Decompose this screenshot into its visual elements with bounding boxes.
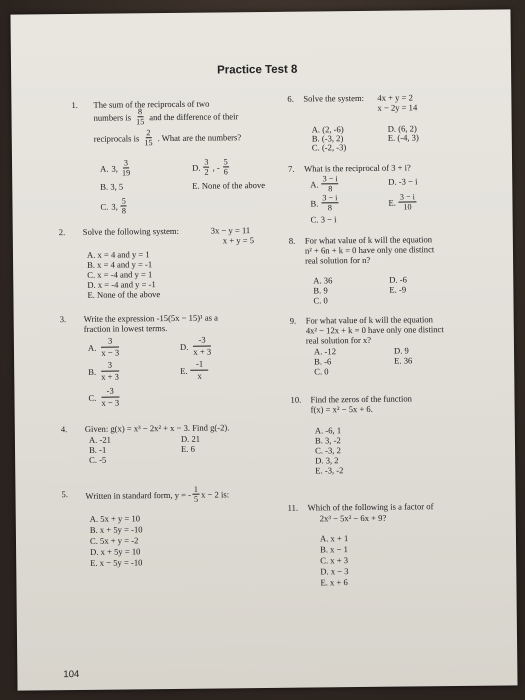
q4-option-d[interactable]: D. 21: [180, 433, 201, 444]
q10-number: 10.: [290, 394, 302, 405]
q10-option-e[interactable]: E. -3, -2: [315, 465, 344, 476]
q11-number: 11.: [287, 502, 299, 513]
option-fraction: [191, 335, 213, 358]
option-letter: C.: [88, 392, 97, 403]
q5-option-e[interactable]: E. x − 5y = -10: [90, 557, 143, 568]
q8-option-e[interactable]: E. -9: [389, 284, 407, 295]
q6-option-e[interactable]: E. (-4, 3): [387, 132, 419, 143]
q4-option-b[interactable]: B. -1: [88, 444, 107, 455]
option-letter: D.: [179, 341, 189, 352]
q6-option-b[interactable]: B. (-3, 2): [311, 133, 344, 144]
option-letter: E.: [388, 197, 396, 208]
q1-option-d[interactable]: [192, 157, 229, 176]
option-letter: D.: [192, 162, 201, 173]
q1-option-e[interactable]: E. None of the above: [192, 179, 266, 191]
q3-line-1: Write the expression -15(5x − 15)¹ as a: [83, 312, 218, 324]
frac-num: -3: [193, 335, 211, 347]
frac-num: 1: [193, 484, 199, 494]
q3-option-d[interactable]: [180, 335, 213, 358]
q2-equation-1: 3x − y = 11: [210, 225, 251, 236]
option-fraction: [223, 157, 229, 176]
frac-num: 5: [223, 157, 228, 167]
frac-den: 2: [204, 167, 209, 177]
frac-den: x − 3: [101, 397, 120, 408]
frac-num: 3: [101, 336, 119, 348]
q4-option-a[interactable]: A. -21: [88, 434, 111, 445]
option-fraction: [399, 192, 416, 211]
frac-den: 10: [403, 202, 412, 212]
frac-num: -1: [190, 359, 208, 371]
frac-num: 3 − i: [399, 192, 415, 202]
q5-stem-text: x − 2 is:: [201, 488, 230, 500]
option-fraction: [99, 385, 121, 408]
q1-sum-den: 15: [136, 117, 145, 127]
frac-num: -3: [101, 386, 119, 398]
q6-equation-1: 4x + y = 2: [377, 92, 413, 103]
q1-line-1: The sum of the reciprocals of two: [93, 98, 210, 110]
q1-text: numbers is: [93, 111, 132, 123]
q1-diff-den: 15: [144, 138, 153, 148]
frac-num: 5: [121, 196, 126, 206]
option-fraction: [203, 158, 209, 177]
q7-option-d[interactable]: D. -3 − i: [388, 176, 418, 187]
q5-option-b[interactable]: B. x + 5y = -10: [89, 524, 143, 535]
frac-num: 3 − i: [322, 174, 338, 184]
q10-line-1: Find the zeros of the function: [310, 393, 413, 405]
q11-option-c[interactable]: C. x + 3: [320, 555, 349, 566]
frac-num: 3: [101, 360, 119, 372]
option-text: 3,: [111, 163, 118, 174]
option-fraction: [321, 193, 338, 212]
q3-option-a[interactable]: [88, 335, 121, 358]
option-letter: E.: [180, 365, 188, 376]
q5-option-a[interactable]: A. 5x + y = 10: [89, 513, 141, 524]
q9-line-3: real solution for x?: [305, 334, 372, 346]
q7-option-e[interactable]: [388, 192, 416, 211]
option-letter: B.: [88, 366, 97, 377]
q5-option-d[interactable]: D. x + 5y = 10: [90, 546, 141, 557]
frac-den: 8: [328, 184, 333, 194]
q9-line-1: For what value of k will the equation: [305, 314, 433, 326]
q1-diff-num: 2: [146, 128, 151, 138]
option-fraction: [190, 359, 208, 382]
q7-option-b[interactable]: [310, 193, 338, 212]
frac-den: x + 3: [193, 346, 212, 357]
q7-stem: What is the reciprocal of 3 + i?: [304, 162, 411, 174]
q1-line-2: [93, 106, 238, 127]
frac-num: 3: [204, 157, 209, 167]
q2-option-d[interactable]: D. x = -4 and y = -1: [87, 279, 156, 290]
frac-den: x: [197, 370, 202, 381]
q3-option-b[interactable]: [88, 360, 121, 383]
q8-option-c[interactable]: C. 0: [313, 295, 328, 306]
q5-number: 5.: [61, 489, 69, 500]
q6-stem: Solve the system:: [303, 92, 365, 104]
q11-option-e[interactable]: E. x + 6: [320, 577, 348, 588]
q6-option-c[interactable]: C. (-2, -3): [311, 142, 347, 153]
q6-option-d[interactable]: D. (6, 2): [387, 123, 417, 134]
q2-number: 2.: [58, 227, 66, 238]
option-letter: C.: [100, 201, 109, 212]
q10-option-c[interactable]: C. -3, 2: [315, 445, 341, 456]
q8-line-1: For what value of k will the equation: [304, 234, 433, 246]
q1-text: . What are the numbers?: [157, 131, 242, 143]
q4-option-e[interactable]: E. 6: [180, 443, 195, 454]
q5-stem-text: Written in standard form, y = -: [85, 489, 192, 501]
q10-option-d[interactable]: D. 3, 2: [315, 455, 339, 466]
q11-line-1: Which of the following is a factor of: [307, 501, 434, 513]
q5-fraction: [193, 485, 199, 504]
option-fraction: [121, 196, 127, 215]
q1-number: 1.: [71, 99, 78, 111]
q8-line-2: n² + 6n + k = 0 have only one distinct: [304, 244, 435, 256]
q9-option-b[interactable]: B. -6: [314, 356, 332, 367]
q3-line-2: fraction in lowest terms.: [83, 323, 168, 334]
q9-option-e[interactable]: E. 36: [394, 355, 413, 366]
q1-text: reciprocals is: [93, 132, 140, 144]
q1-line-3: [94, 127, 242, 148]
q8-option-a[interactable]: A. 36: [313, 275, 333, 286]
q1-option-a[interactable]: [100, 158, 131, 177]
q3-option-c[interactable]: [88, 385, 121, 408]
q8-option-d[interactable]: D. -6: [389, 274, 407, 285]
frac-den: 19: [121, 168, 131, 178]
option-fraction: [99, 360, 121, 383]
q8-line-3: real solution for n?: [305, 254, 371, 266]
q7-number: 7.: [288, 163, 295, 174]
q11-line-2: 2x³ − 5x² − 6x + 9?: [319, 512, 387, 524]
option-text: 3,: [111, 201, 118, 212]
q9-option-c[interactable]: C. 0: [314, 366, 329, 377]
q5-option-c[interactable]: C. 5x + y = -2: [89, 535, 139, 546]
q8-option-b[interactable]: B. 9: [313, 285, 328, 296]
option-fraction: [99, 335, 121, 358]
q2-stem: Solve the following system:: [82, 225, 180, 237]
q10-option-a[interactable]: A. -6, 1: [314, 425, 342, 436]
q11-option-d[interactable]: D. x − 3: [320, 566, 349, 577]
frac-den: 6: [223, 167, 228, 177]
q1-option-b[interactable]: B. 3, 5: [100, 181, 124, 192]
frac-num: 3: [123, 158, 129, 168]
q4-option-c[interactable]: C. -5: [89, 454, 107, 465]
frac-den: x + 3: [101, 371, 119, 382]
q9-number: 9.: [289, 315, 297, 326]
q2-option-c[interactable]: C. x = -4 and y = 1: [87, 269, 153, 280]
q11-option-b[interactable]: B. x − 1: [320, 544, 348, 555]
q3-option-e[interactable]: [180, 359, 209, 382]
frac-num: 3 − i: [322, 193, 338, 203]
q9-option-a[interactable]: A. -12: [313, 346, 337, 357]
q6-equation-2: x − 2y = 14: [377, 102, 418, 113]
option-letter: B.: [310, 197, 319, 209]
q1-sum-num: 8: [137, 107, 143, 117]
q6-option-a[interactable]: A. (2, -6): [311, 124, 344, 135]
q5-stem: [85, 484, 229, 505]
q9-option-d[interactable]: D. 9: [393, 345, 409, 356]
q6-number: 6.: [287, 93, 294, 104]
option-letter: A.: [310, 178, 319, 190]
frac-den: 8: [121, 206, 127, 216]
q2-option-e[interactable]: E. None of the above: [87, 289, 161, 300]
frac-den: 5: [193, 494, 199, 504]
q1-diff-fraction: [143, 128, 153, 147]
frac-den: 8: [327, 203, 333, 213]
option-fraction: [322, 174, 339, 193]
option-letter: A.: [100, 163, 109, 174]
page-number: 104: [63, 668, 80, 681]
test-page: [10, 9, 517, 690]
q1-option-c[interactable]: [100, 196, 127, 215]
q2-option-a[interactable]: A. x = 4 and y = 1: [86, 249, 150, 260]
q4-stem: Given: g(x) = x³ − 2x² + x − 3. Find g(-2).: [84, 422, 230, 434]
q9-line-2: 4x² − 12x + k = 0 have only one distinct: [305, 324, 444, 336]
frac-den: x − 3: [101, 347, 120, 358]
option-text: , -: [212, 161, 220, 173]
q3-number: 3.: [59, 314, 67, 325]
q2-equation-2: x + y = 5: [222, 235, 255, 246]
page-title: Practice Test 8: [217, 63, 298, 77]
q1-sum-fraction: [135, 107, 145, 126]
q1-text: and the difference of their: [149, 110, 239, 122]
q8-number: 8.: [288, 235, 296, 246]
q10-line-2: f(x) = x² − 5x + 6.: [310, 403, 373, 415]
option-fraction: [121, 158, 131, 177]
option-letter: A.: [87, 342, 97, 353]
q7-option-a[interactable]: [310, 174, 339, 193]
q10-option-b[interactable]: B. 3, -2: [314, 435, 341, 446]
q4-number: 4.: [60, 424, 68, 435]
q2-option-b[interactable]: B. x = 4 and y = -1: [87, 259, 153, 270]
q11-option-a[interactable]: A. x + 1: [319, 533, 349, 544]
q7-option-c[interactable]: C. 3 − i: [310, 214, 337, 225]
